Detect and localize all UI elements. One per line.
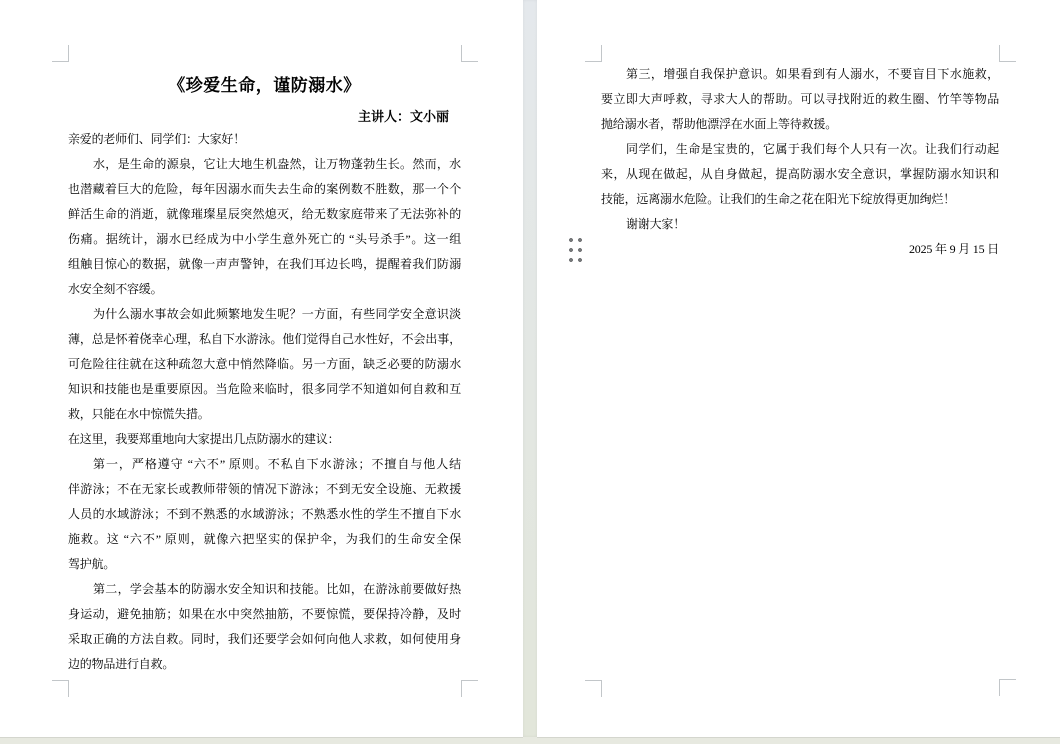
page-1[interactable] (0, 0, 523, 737)
text-line[interactable]: 驾护航。 (68, 557, 116, 571)
text-line[interactable]: 人员的水域游泳；不到不熟悉的水域游泳；不熟悉水性的学生不擅自下水 (68, 507, 461, 521)
margin-crop-mark (999, 45, 1016, 62)
margin-crop-mark (585, 680, 602, 697)
page-1-body[interactable] (68, 127, 461, 677)
text-line[interactable]: 抛给溺水者，帮助他漂浮在水面上等待救援。 (601, 117, 838, 131)
text-line[interactable]: 水，是生命的源泉，它让大地生机盎然，让万物蓬勃生长。然而，水 (93, 157, 461, 171)
text-line[interactable]: 要立即大声呼救，寻求大人的帮助。可以寻找附近的救生圈、竹竿等物品 (601, 92, 999, 106)
text-line[interactable]: 伤痛。据统计，溺水已经成为中小学生意外死亡的 “头号杀手”。这一组 (68, 232, 461, 246)
text-line[interactable]: 伴游泳；不在无家长或教师带领的情况下游泳；不到无安全设施、无救援 (68, 482, 461, 496)
margin-crop-mark (999, 679, 1016, 696)
text-line[interactable]: 组触目惊心的数据，就像一声声警钟，在我们耳边长鸣，提醒着我们防溺 (68, 257, 461, 271)
text-line[interactable]: 施救。这 “六不” 原则，就像六把坚实的保护伞，为我们的生命安全保 (68, 532, 461, 546)
document-title[interactable]: 《珍爱生命，谨防溺水》 (168, 76, 361, 95)
text-line[interactable]: 来，从现在做起，从自身做起，提高防溺水安全意识，掌握防溺水知识和 (601, 167, 999, 181)
text-line[interactable]: 第三，增强自我保护意识。如果看到有人溺水，不要盲目下水施救， (626, 67, 999, 81)
text-line[interactable]: 第一，严格遵守 “六不” 原则。不私自下水游泳；不擅自与他人结 (93, 457, 461, 471)
text-line[interactable]: 2025 年 9 月 15 日 (908, 242, 999, 256)
text-line[interactable]: 鲜活生命的消逝，就像璀璨星辰突然熄灭，给无数家庭带来了无法弥补的 (68, 207, 461, 221)
page-2-body[interactable] (601, 62, 999, 262)
text-line[interactable]: 水安全刻不容缓。 (68, 282, 163, 296)
text-line[interactable]: 谢谢大家！ (626, 217, 686, 231)
text-line[interactable]: 第二，学会基本的防溺水安全知识和技能。比如，在游泳前要做好热 (93, 582, 461, 596)
text-line[interactable]: 身运动，避免抽筋；如果在水中突然抽筋，不要惊慌，要保持冷静，及时 (68, 607, 461, 621)
six-dot-grip-icon (567, 236, 585, 264)
margin-crop-mark (461, 45, 478, 62)
margin-crop-mark (52, 680, 69, 697)
text-line[interactable]: 也潜藏着巨大的危险，每年因溺水而失去生命的案例数不胜数，那一个个 (68, 182, 461, 196)
paragraph-drag-handle[interactable] (567, 236, 585, 264)
text-line[interactable]: 技能，远离溺水危险。让我们的生命之花在阳光下绽放得更加绚烂！ (601, 192, 956, 206)
text-line[interactable]: 亲爱的老师们、同学们：大家好！ (68, 132, 246, 146)
margin-crop-mark (52, 45, 69, 62)
text-line[interactable]: 知识和技能也是重要原因。当危险来临时，很多同学不知道如何自救和互 (68, 382, 461, 396)
text-line[interactable]: 边的物品进行自救。 (68, 657, 175, 671)
text-line[interactable]: 为什么溺水事故会如此频繁地发生呢？一方面，有些同学安全意识淡 (93, 307, 461, 321)
text-line[interactable]: 薄，总是怀着侥幸心理，私自下水游泳。他们觉得自己水性好，不会出事， (68, 332, 461, 346)
margin-crop-mark (461, 680, 478, 697)
margin-crop-mark (585, 45, 602, 62)
text-line[interactable]: 救，只能在水中惊慌失措。 (68, 407, 210, 421)
text-line[interactable]: 可危险往往就在这种疏忽大意中悄然降临。另一方面，缺乏必要的防溺水 (68, 357, 461, 371)
text-line[interactable]: 在这里，我要郑重地向大家提出几点防溺水的建议： (68, 432, 340, 446)
text-line[interactable]: 同学们，生命是宝贵的，它属于我们每个人只有一次。让我们行动起 (626, 142, 999, 156)
page-2[interactable] (537, 0, 1060, 737)
page-gap (523, 0, 537, 737)
text-line[interactable]: 采取正确的方法自救。同时，我们还要学会如何向他人求救，如何使用身 (68, 632, 461, 646)
speaker-line[interactable]: 主讲人：文小丽 (357, 109, 449, 124)
